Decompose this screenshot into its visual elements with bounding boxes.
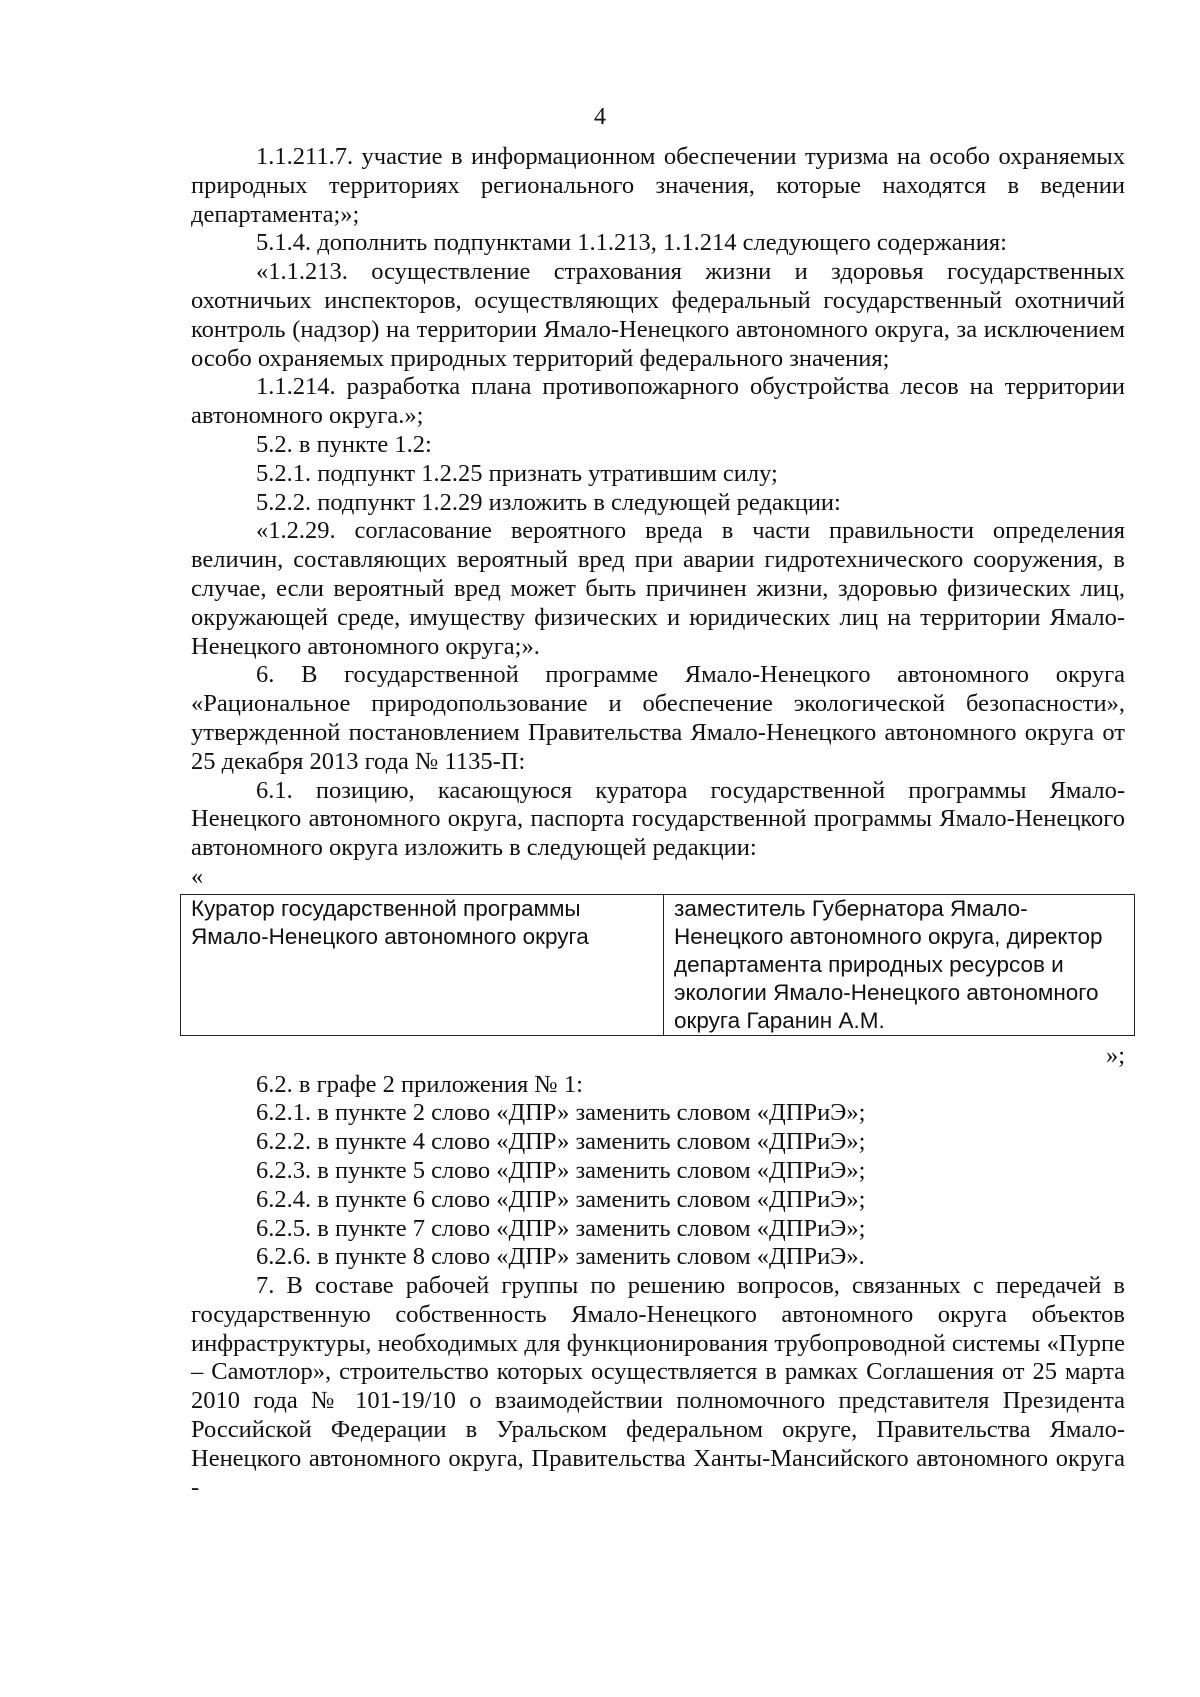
paragraph-5-2: 5.2. в пункте 1.2: bbox=[256, 430, 432, 458]
paragraph-6-2-3: 6.2.3. в пункте 5 слово «ДПР» заменить словом «ДПРиЭ»; bbox=[256, 1156, 866, 1184]
paragraph-5-1-4: 5.1.4. дополнить подпунктами 1.1.213, 1.1.214 следующего содержания: bbox=[256, 229, 1007, 257]
curator-table bbox=[180, 894, 1135, 1036]
paragraph-6: 6. В государственной программе Ямало-Ненецкого автономного округа «Рациональное природопользование и обеспечение экологической безопасности», утвержденной постановлением Правительства Ямало-Ненецкого автономного округа от 25 декабря 2013 года № 1135-П: bbox=[191, 661, 1125, 775]
paragraph-6-1: 6.1. позицию, касающуюся куратора государственной программы Ямало-Ненецкого автономного округа, паспорта государственной программы Ямало-Ненецкого автономного округа изложить в следующей редакции: bbox=[191, 776, 1125, 862]
curator-label-cell: Куратор государственной программы Ямало-Ненецкого автономного округа bbox=[181, 894, 664, 1035]
paragraph-6-2-6: 6.2.6. в пункте 8 слово «ДПР» заменить словом «ДПРиЭ». bbox=[256, 1243, 865, 1271]
document-body bbox=[191, 143, 1125, 1502]
open-quote: « bbox=[191, 862, 204, 890]
paragraph-5-2-1: 5.2.1. подпункт 1.2.25 признать утратившим силу; bbox=[256, 459, 778, 487]
curator-value-cell: заместитель Губернатора Ямало-Ненецкого автономного округа, директор департамента природных ресурсов и экологии Ямало-Ненецкого автономного округа Гаранин А.М. bbox=[664, 894, 1135, 1035]
paragraph-5-2-2: 5.2.2. подпункт 1.2.29 изложить в следующей редакции: bbox=[256, 488, 841, 516]
paragraph-1-1-211-7: 1.1.211.7. участие в информационном обеспечении туризма на особо охраняемых природных территориях регионального значения, которые находятся в ведении департамента;»; bbox=[191, 143, 1125, 228]
paragraph-6-2-1: 6.2.1. в пункте 2 слово «ДПР» заменить словом «ДПРиЭ»; bbox=[256, 1099, 866, 1127]
paragraph-1-1-213: «1.1.213. осуществление страхования жизни и здоровья государственных охотничьих инспекторов, осуществляющих федеральный государственный охотничий контроль (надзор) на территории Ямало-Ненецкого автономного округа, за исключением особо охраняемых природных территорий федерального значения; bbox=[191, 258, 1125, 372]
close-quote: »; bbox=[1105, 1041, 1125, 1069]
paragraph-6-2-2: 6.2.2. в пункте 4 слово «ДПР» заменить словом «ДПРиЭ»; bbox=[256, 1128, 866, 1156]
paragraph-1-1-214: 1.1.214. разработка плана противопожарного обустройства лесов на территории автономного округа.»; bbox=[191, 373, 1125, 430]
paragraph-7: 7. В составе рабочей группы по решению вопросов, связанных с передачей в государственную собственность Ямало-Ненецкого автономного округа объектов инфраструктуры, необходимых для функционирования трубопроводной системы «Пурпе – Самотлор», строительство которых осуществляется в рамках Соглашения от 25 марта 2010 года № 101-19/10 о взаимодействии полномочного представителя Президента Российской Федерации в Уральском федеральном округе, Правительства Ямало-Ненецкого автономного округа, Правительства Ханты-Мансийского автономного округа - bbox=[191, 1272, 1125, 1501]
paragraph-6-2: 6.2. в графе 2 приложения № 1: bbox=[256, 1070, 583, 1098]
paragraph-1-2-29: «1.2.29. согласование вероятного вреда в части правильности определения величин, составляющих вероятный вред при аварии гидротехнического сооружения, в случае, если вероятный вред может быть причинен жизни, здоровью физических лиц, окружающей среде, имуществу физических и юридических лиц на территории Ямало-Ненецкого автономного округа;». bbox=[191, 517, 1125, 660]
paragraph-6-2-4: 6.2.4. в пункте 6 слово «ДПР» заменить словом «ДПРиЭ»; bbox=[256, 1185, 866, 1213]
table-row bbox=[181, 894, 1135, 1035]
page-number: 4 bbox=[594, 104, 606, 130]
paragraph-6-2-5: 6.2.5. в пункте 7 слово «ДПР» заменить словом «ДПРиЭ»; bbox=[256, 1214, 866, 1242]
